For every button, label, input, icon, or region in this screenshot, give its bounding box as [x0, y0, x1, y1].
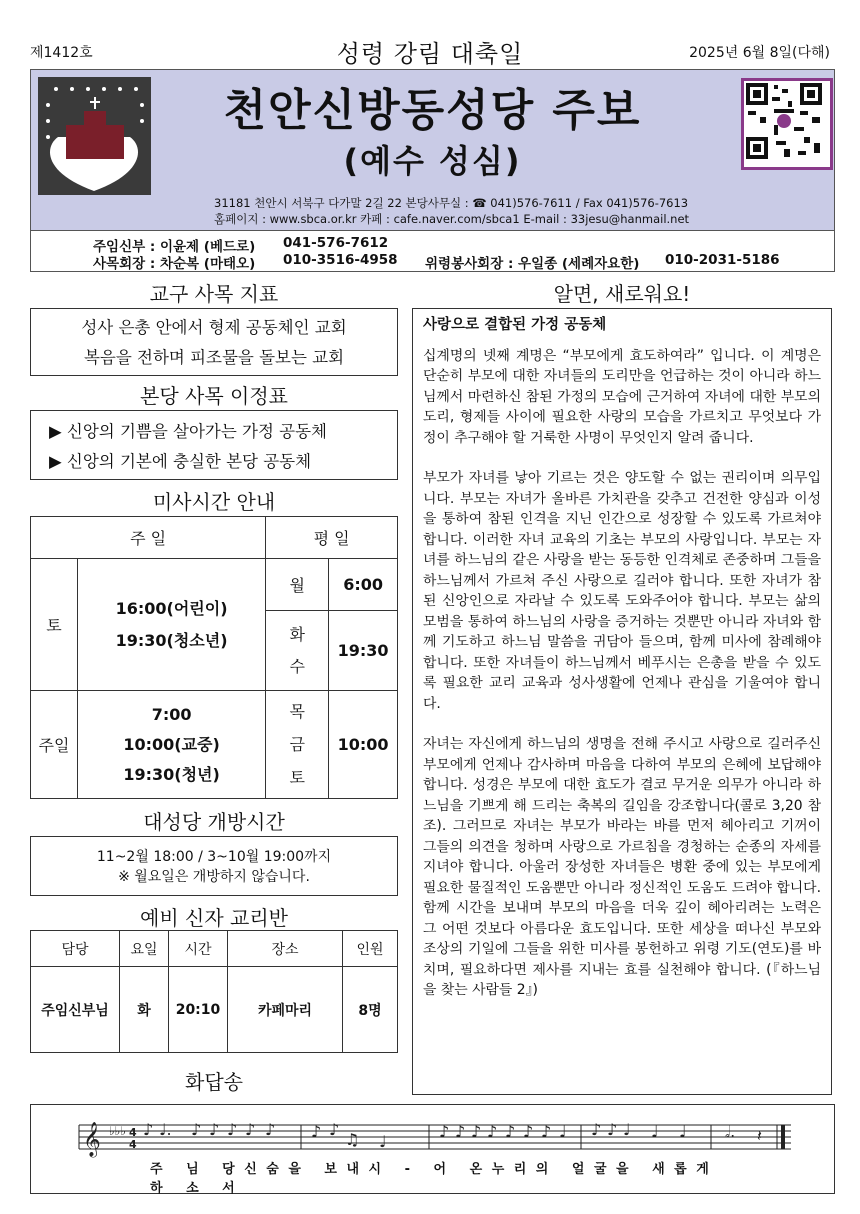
motto-line-2: 복음을 전하며 피조물을 돌보는 교회 — [83, 348, 345, 367]
mass-header-weekday: 평 일 — [266, 517, 398, 559]
svg-text:♪: ♪ — [329, 1120, 340, 1139]
svg-text:♪: ♪ — [471, 1122, 482, 1141]
hours-heading: 대성당 개방시간 — [143, 810, 285, 834]
mass-sat-label: 토 — [31, 559, 78, 691]
mass-sun-time-3: 19:30(청년) — [123, 764, 220, 784]
svg-text:♪: ♪ — [541, 1122, 552, 1141]
mass-schedule-table — [30, 516, 398, 799]
catechism-header: 인원 — [343, 931, 398, 967]
catechism-cell: 화 — [120, 967, 169, 1053]
essay-paragraph-3: 자녀는 자신에게 하느님의 생명을 전해 주시고 사랑으로 길러주신 부모에게 언제나 감사하며 마음을 다하여 부모의 은혜에 보답해야 합니다. 성경은 부모에 대한 효도가 결코 무거운 의무가 아니라 하느님을 기쁘게 해 드리는 축복의 길임을 강조합니다(콜로 3,20 참조). 그러므로 자녀는 부모가 바라는 바를 먼저 헤아리고 기꺼이 그들의 의견을 청하며 사랑으로 가르침을 경청하는 순종의 자세를 지녀야 합니다. 아울러 장성한 자녀들은 병환 중에 있는 부모에게 필요한 물질적인 도움뿐만 아니라 정신적인 도움도 드려야 합니다. 함께 시간을 보내며 부모의 마음을 더욱 깊이 헤아리려는 노력은 그 어떤 것보다 아름다운 효도입니다. 또한 세상을 떠나신 부모와 조상의 기일에 그들을 위한 미사를 봉헌하고 위령 기도(연도)를 바치며, 필요하다면 제사를 지내는 효를 실천해야 합니다. (『하느님을 찾는 사람들 2』) — [423, 736, 821, 998]
motto-box — [30, 308, 398, 376]
motto-line-1: 성사 은총 안에서 형제 공동체인 교회 — [81, 318, 347, 337]
svg-text:♪: ♪ — [607, 1120, 618, 1139]
catechism-table — [30, 930, 398, 1053]
catechism-header: 담당 — [31, 931, 120, 967]
qr-code-icon — [741, 78, 833, 170]
svg-text:♪: ♪ — [487, 1122, 498, 1141]
svg-text:♪: ♪ — [311, 1122, 322, 1141]
svg-text:♩.: ♩. — [159, 1120, 172, 1139]
mass-sat-time-2: 19:30(청소년) — [115, 630, 228, 650]
essay-title: 사랑으로 결합된 가정 공동체 — [423, 317, 607, 333]
staff-box — [30, 230, 835, 272]
mass-sat2-label: 토 — [289, 768, 305, 787]
issue-number: 제1412호 — [30, 45, 93, 61]
mass-thufrisat-time: 10:00 — [329, 691, 398, 799]
catechism-cell: 주임신부님 — [31, 967, 120, 1053]
svg-text:♩: ♩ — [559, 1122, 567, 1141]
catechism-header: 장소 — [228, 931, 343, 967]
svg-text:4: 4 — [129, 1126, 137, 1139]
svg-text:♩: ♩ — [623, 1120, 631, 1139]
essay-box — [412, 308, 832, 1095]
svg-text:♪: ♪ — [455, 1122, 466, 1141]
catechism-header: 시간 — [169, 931, 228, 967]
mass-heading: 미사시간 안내 — [152, 490, 276, 514]
hymn-heading: 화답송 — [185, 1070, 243, 1094]
catechism-cell: 8명 — [343, 967, 398, 1053]
mass-sun-times — [78, 691, 266, 799]
masthead — [30, 69, 835, 231]
priority-box — [30, 410, 398, 480]
mass-sun-time-2: 10:00(교중) — [123, 734, 220, 754]
svg-text:♭♭♭: ♭♭♭ — [109, 1124, 126, 1138]
mass-tue-label: 화 — [289, 624, 305, 644]
motto-heading: 교구 사목 지표 — [149, 282, 279, 306]
svg-text:4: 4 — [129, 1138, 137, 1151]
bulletin-subtitle: (예수 성심) — [343, 142, 522, 180]
feast-title: 성령 강림 대축일 — [336, 40, 524, 68]
svg-text:♩: ♩ — [679, 1122, 687, 1141]
svg-text:♪: ♪ — [227, 1120, 238, 1139]
svg-text:♩: ♩ — [651, 1122, 659, 1141]
mass-tuewed-time: 19:30 — [329, 611, 398, 691]
music-staff-icon — [31, 1105, 834, 1165]
right-section-heading: 알면, 새로워요! — [553, 282, 691, 306]
svg-text:♪: ♪ — [265, 1120, 276, 1139]
svg-text:♪: ♪ — [143, 1120, 154, 1139]
catechism-cell: 카페마리 — [228, 967, 343, 1053]
priority-heading: 본당 사목 이정표 — [140, 384, 288, 408]
hours-box — [30, 836, 398, 896]
mass-tuewed-label — [266, 611, 329, 691]
mass-sat-times — [78, 559, 266, 691]
svg-text:♪: ♪ — [591, 1120, 602, 1139]
bulletin-title: 천안신방동성당 주보 — [223, 85, 642, 136]
pastor-name: 주임신부 : 이윤제 (베드로) — [93, 239, 256, 255]
hymn-lyrics: 주 님 당신숨을 보내시 - 어 온누리의 얼굴을 새롭게 하 소 서 — [150, 1162, 719, 1196]
bulletin-date: 2025년 6월 8일(다해) — [689, 45, 830, 61]
mass-sun-label: 주일 — [31, 691, 78, 799]
mass-sun-time-1: 7:00 — [151, 704, 192, 724]
svg-text:♩: ♩ — [379, 1132, 387, 1151]
svg-text:♪: ♪ — [209, 1120, 220, 1139]
priority-item-2: ▶ 신앙의 기본에 충실한 본당 공동체 — [49, 452, 312, 471]
mass-header-sunday: 주 일 — [31, 517, 266, 559]
hours-line-1: 11~2월 18:00 / 3~10월 19:00까지 — [96, 849, 332, 865]
mass-thu-label: 목 — [289, 702, 305, 721]
address-line: 31181 천안시 서북구 다가말 2길 22 본당사무실 : ☎ 041)576-7611 / Fax 041)576-7613 — [214, 196, 689, 210]
svg-text:♪: ♪ — [245, 1120, 256, 1139]
catechism-header: 요일 — [120, 931, 169, 967]
svg-text:♪: ♪ — [505, 1122, 516, 1141]
mass-thufrisat-label — [266, 691, 329, 799]
council-phone: 010-3516-4958 — [283, 252, 398, 268]
mass-fri-label: 금 — [289, 735, 305, 754]
mass-sat-time-1: 16:00(어린이) — [115, 598, 228, 618]
rep-name: 위령봉사회장 : 우일종 (세례자요한) — [425, 256, 640, 272]
svg-text:♪: ♪ — [439, 1122, 450, 1141]
mass-wed-label: 수 — [289, 656, 305, 676]
svg-text:♫: ♫ — [345, 1130, 360, 1149]
svg-text:𝅗𝅥.: 𝅗𝅥. — [725, 1122, 736, 1141]
rep-phone: 010-2031-5186 — [665, 252, 780, 268]
contact-line: 홈페이지 : www.sbca.or.kr 카페 : cafe.naver.com/sbca1 E-mail : 33jesu@hanmail.net — [214, 212, 690, 226]
svg-text:𝄞: 𝄞 — [83, 1122, 101, 1157]
mass-mon-label: 월 — [266, 559, 329, 611]
svg-text:♪: ♪ — [191, 1120, 202, 1139]
hours-line-2: ※ 월요일은 개방하지 않습니다. — [118, 869, 310, 885]
council-name: 사목회장 : 차순복 (마태오) — [93, 256, 256, 272]
svg-text:𝄽: 𝄽 — [757, 1126, 762, 1145]
pastor-phone: 041-576-7612 — [283, 235, 389, 251]
essay-paragraph-1: 십계명의 넷째 계명은 “부모에게 효도하여라” 입니다. 이 계명은 단순히 부모에 대한 자녀들의 도리만을 언급하는 것이 아니라 하느님께서 마련하신 참된 가정의 모습에 근거하여 자녀에 대한 부모의 도리, 형제들 사이에 필요한 사랑의 모습을 가르치고 무엇보다 가정이 추구해야 할 거룩한 사명이 무엇인지 알려 줍니다. — [423, 347, 821, 446]
catechism-heading: 예비 신자 교리반 — [140, 906, 288, 930]
svg-text:♪: ♪ — [523, 1122, 534, 1141]
essay-paragraph-2: 부모가 자녀를 낳아 기르는 것은 양도할 수 없는 권리이며 의무입니다. 부모는 자녀가 올바른 가치관을 갖추고 건전한 양심과 이성을 통하여 참된 인격을 지닌 인간으로 성장할 수 있도록 가르쳐야 합니다. 이러한 자녀 교육의 기초는 부모의 사랑입니다. 부모는 자녀를 하느님의 같은 사랑을 받는 동등한 인격체로 존중하며 그들을 하느님께서 가르쳐 주신 사랑으로 길러야 합니다. 또한 자녀가 참된 신앙인으로 자라날 수 있도록 도와주어야 합니다. 부모는 삶의 모범을 통하여 하느님의 사랑을 증거하는 것뿐만 아니라 자녀와 함께 기도하고 하느님 말씀을 귀담아 들으며, 함께 미사에 참례해야 합니다. 또한 자녀들이 하느님께서 베푸시는 은총을 받을 수 있도록 필요한 교리 교육과 성사생활에 언제나 관심을 기울여야 합니다. — [423, 470, 821, 712]
catechism-cell: 20:10 — [169, 967, 228, 1053]
priority-item-1: ▶ 신앙의 기쁨을 살아가는 가정 공동체 — [49, 422, 327, 441]
mass-mon-time: 6:00 — [329, 559, 398, 611]
